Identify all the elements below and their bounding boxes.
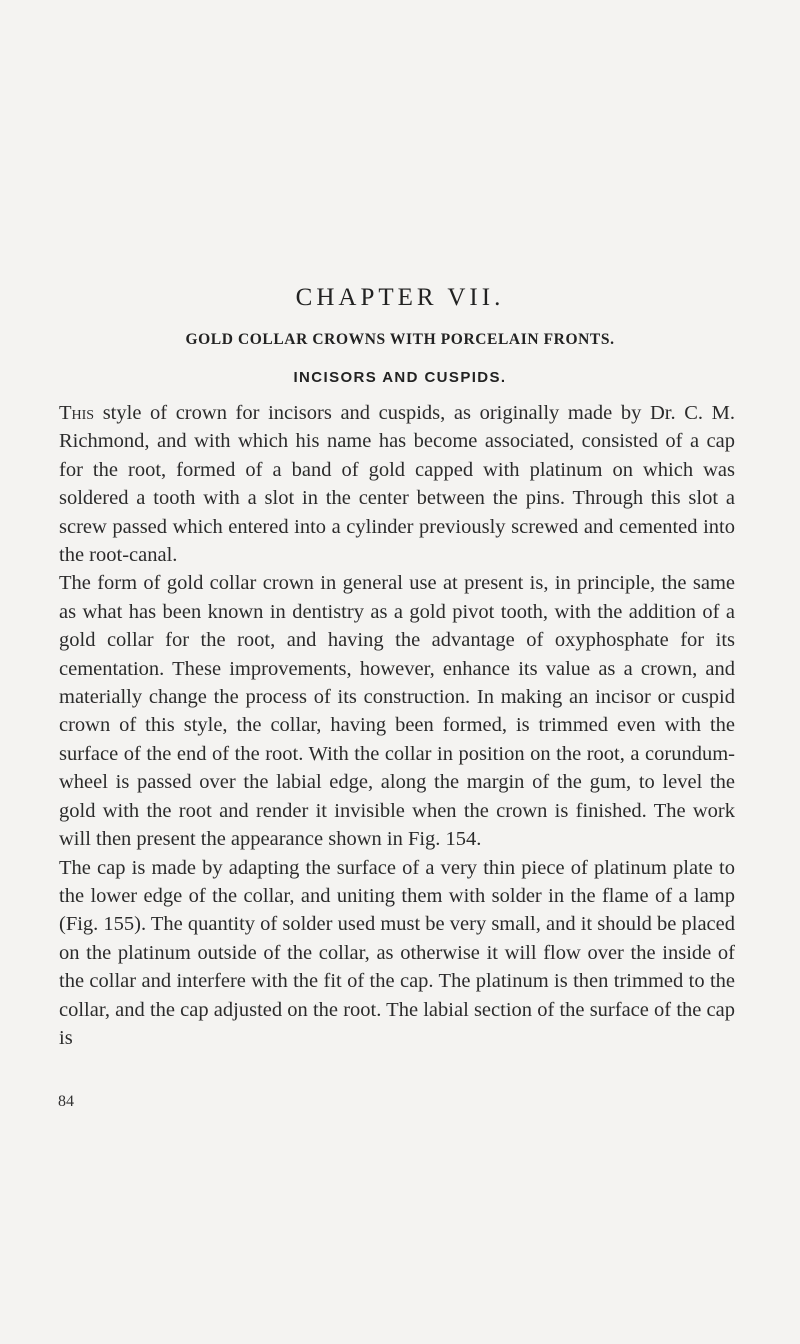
paragraph-1 <box>59 399 735 569</box>
body-text <box>59 399 735 1052</box>
paragraph-2: The form of gold collar crown in general use at present is, in principle, the same as what has been known in dentistry as a gold pivot tooth, with the addition of a gold collar for the root, and having the advantage of oxyphosphate for its cementation. These improvements, however, enhance its value as a crown, and materially change the process of its construction. In making an incisor or cuspid crown of this style, the collar, having been formed, is trimmed even with the surface of the end of the root. With the collar in position on the root, a corundum-wheel is passed over the labial edge, along the margin of the gum, to level the gold with the root and render it invisible when the crown is finished. The work will then present the appearance shown in Fig. 154. <box>59 572 735 851</box>
chapter-title: CHAPTER VII. <box>295 284 505 311</box>
page-number: 84 <box>58 1093 74 1110</box>
subsection-title: INCISORS AND CUSPIDS. <box>293 369 507 386</box>
paragraph-lead-word: This <box>59 402 95 424</box>
paragraph-3: The cap is made by adapting the surface of a very thin piece of platinum plate to the lower edge of the collar, and uniting them with solder in the flame of a lamp (Fig. 155). The quantity of solder used must be very small, and it should be placed on the platinum outside of the collar, as otherwise it will flow over the inside of the collar and interfere with the fit of the cap. The platinum is then trimmed to the collar, and the cap adjusted on the root. The labial section of the surface of the cap is <box>59 856 735 1049</box>
paragraph-1-text: style of crown for incisors and cuspids, as originally made by Dr. C. M. Richmond, and with which his name has become associated, consisted of a cap for the root, formed of a band of gold capped with platinum on which was soldered a tooth with a slot in the center between the pins. Through this slot a screw passed which entered into a cylinder previously screwed and cemented into the root-canal. <box>59 402 735 567</box>
section-title: GOLD COLLAR CROWNS WITH PORCELAIN FRONTS. <box>185 331 615 348</box>
